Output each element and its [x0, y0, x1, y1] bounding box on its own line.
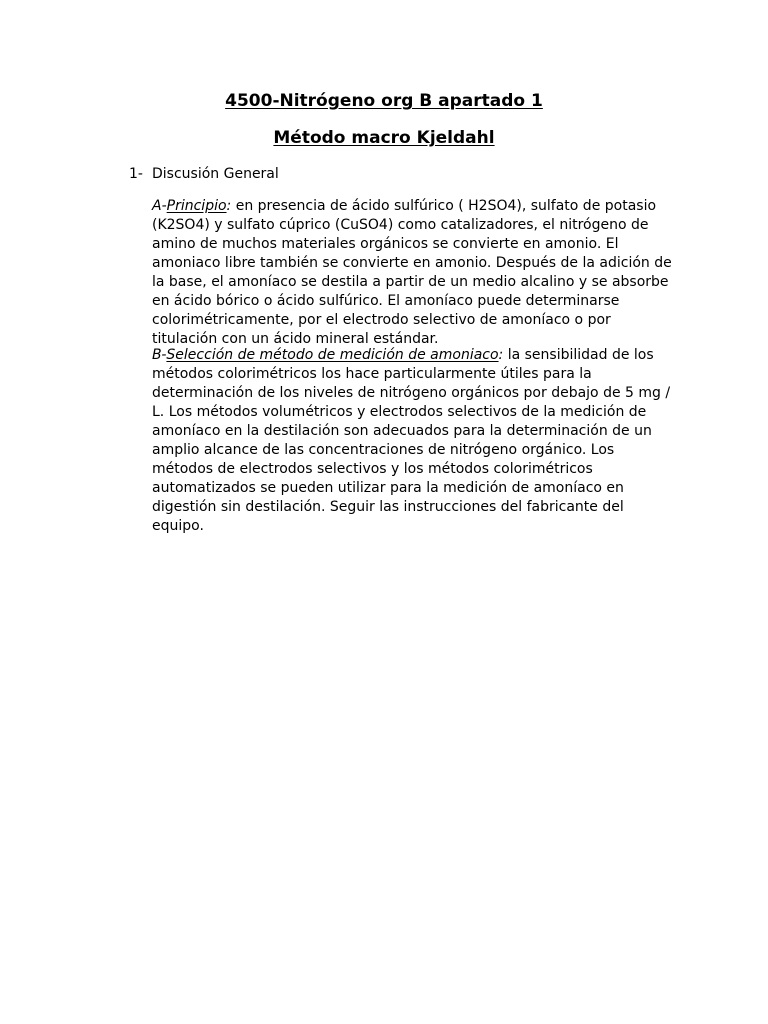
paragraph-separator: :: [226, 198, 232, 214]
paragraph-separator: :: [498, 347, 504, 363]
document-title: 4500-Nitrógeno org B apartado 1: [225, 91, 543, 111]
section-heading: [129, 165, 279, 184]
section-title: Discusión General: [152, 166, 279, 182]
paragraph-label: A-: [152, 198, 167, 214]
document-subtitle: Método macro Kjeldahl: [273, 128, 495, 148]
paragraph-text: la sensibilidad de los métodos colorimétricos los hace particularmente útiles para la determinación de los niveles de nitrógeno orgánicos por debajo de 5 mg / L. Los métodos volumétricos y electrodos selectivos de la medición de amoníaco en la destilación son adecuados para la determinación de un amplio alcance de las concentraciones de nitrógeno orgánico. Los métodos de electrodos selectivos y los métodos colorimétricos automatizados se pueden utilizar para la medición de amoníaco en digestión sin destilación. Seguir las instrucciones del fabricante del equipo.: [152, 347, 671, 534]
paragraph-seleccion-metodo: [152, 346, 672, 536]
paragraph-principio: [152, 197, 672, 349]
paragraph-label: B-: [152, 347, 167, 363]
section-number: 1-: [129, 166, 143, 182]
paragraph-title: Principio: [166, 198, 227, 214]
paragraph-title: Selección de método de medición de amoniaco: [166, 347, 499, 363]
paragraph-text: en presencia de ácido sulfúrico ( H2SO4), sulfato de potasio (K2SO4) y sulfato cúprico (CuSO4) como catalizadores, el nitrógeno de amino de muchos materiales orgánicos se convierte en amonio. El amoniaco libre también se convierte en amonio. Después de la adición de la base, el amoníaco se destila a partir de un medio alcalino y se absorbe en ácido bórico o ácido sulfúrico. El amoníaco puede determinarse colorimétricamente, por el electrodo selectivo de amoníaco o por titulación con un ácido mineral estándar.: [152, 198, 672, 347]
